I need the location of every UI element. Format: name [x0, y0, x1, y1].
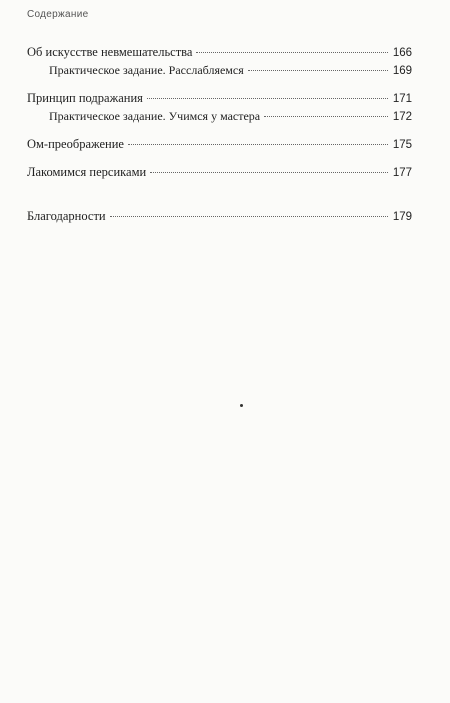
toc-entry	[27, 207, 412, 225]
paper-speck	[240, 404, 243, 407]
table-of-contents	[27, 43, 412, 225]
dot-leader	[196, 52, 388, 53]
toc-entry-page: 169	[392, 65, 412, 77]
toc-entry	[27, 163, 412, 181]
toc-entry-title: Благодарности	[27, 209, 106, 223]
toc-entry-title: Ом-преображение	[27, 137, 124, 151]
dot-leader	[150, 172, 388, 173]
dot-leader	[264, 116, 388, 117]
toc-entry-title: Принцип подражания	[27, 91, 143, 105]
toc-entry-title: Лакомимся персиками	[27, 165, 147, 179]
toc-entry	[27, 43, 412, 61]
running-head: Содержание	[27, 9, 89, 20]
toc-entry-page: 171	[392, 93, 412, 105]
toc-entry	[27, 89, 412, 107]
toc-entry-page: 179	[392, 211, 412, 223]
toc-subentry	[27, 61, 412, 79]
toc-entry-page: 172	[392, 111, 412, 123]
toc-entry-page: 166	[392, 47, 412, 59]
toc-entry-page: 175	[392, 139, 412, 151]
dot-leader	[248, 70, 388, 71]
toc-entry-page: 177	[392, 167, 412, 179]
dot-leader	[128, 144, 388, 145]
toc-entry-title: Практическое задание. Расслабляемся	[49, 63, 244, 77]
dot-leader	[110, 216, 388, 217]
toc-entry	[27, 135, 412, 153]
dot-leader	[147, 98, 388, 99]
toc-subentry	[27, 107, 412, 125]
toc-entry-title: Об искусстве невмешательства	[27, 45, 193, 59]
toc-entry-title: Практическое задание. Учимся у мастера	[49, 109, 261, 123]
